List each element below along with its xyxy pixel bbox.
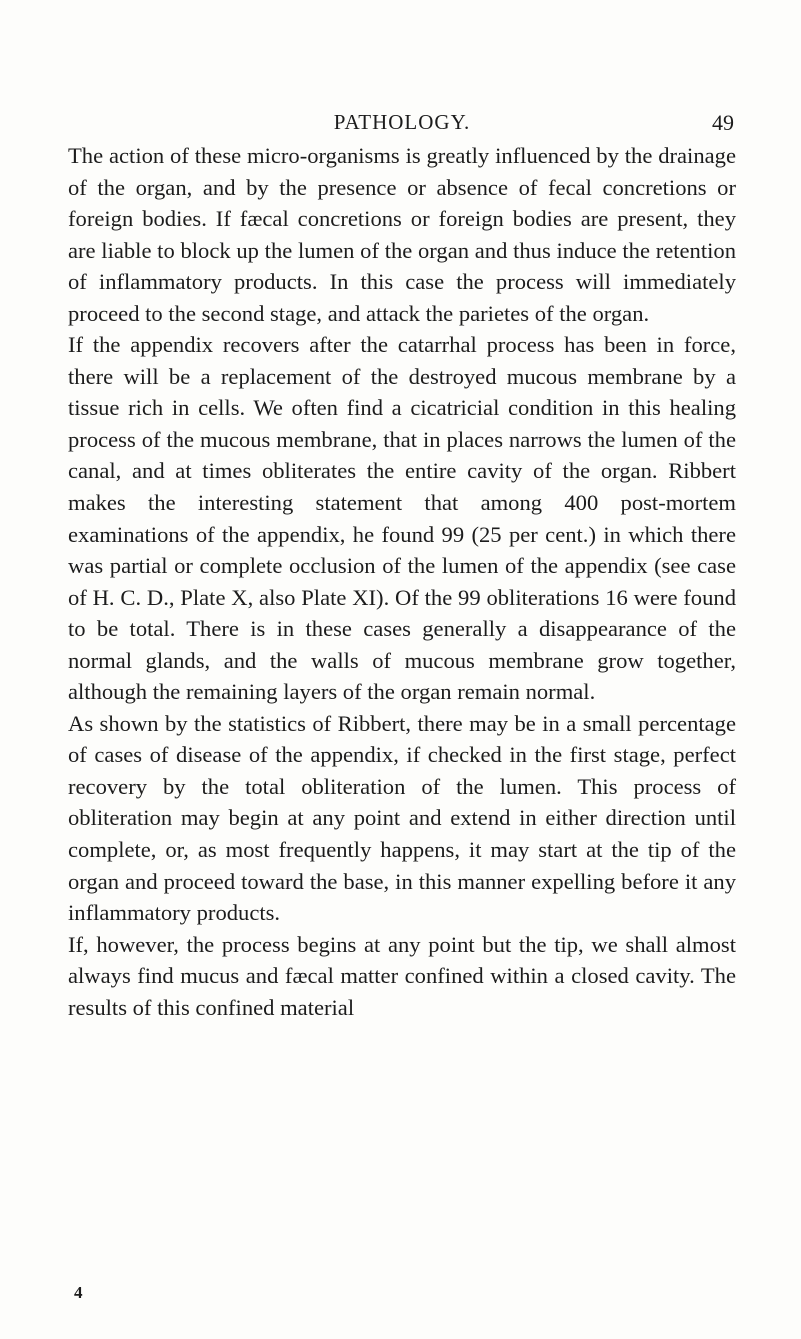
page-number: 49 bbox=[712, 110, 734, 135]
paragraph-2: If the appendix recovers after the catarrhal process has been in force, there will be a replacement of the destroyed mucous membrane by a tissue rich in cells. We often find a cicatricial condition in this healing process of the mucous membrane, that in places narrows the lumen of the canal, and at times obliterates the entire cavity of the organ. Ribbert makes the interesting statement that among 400 post-mortem examinations of the appendix, he found 99 (25 per cent.) in which there was partial or complete occlusion of the lumen of the appendix (see case of H. C. D., Plate X, also Plate XI). Of the 99 obliterations 16 were found to be total. There is in these cases generally a disappearance of the normal glands, and the walls of mucous membrane grow together, although the remaining layers of the organ remain normal. bbox=[68, 332, 736, 705]
signature-mark: 4 bbox=[74, 1283, 83, 1302]
running-title: PATHOLOGY. bbox=[333, 110, 471, 134]
paragraph-3: As shown by the statistics of Ribbert, there may be in a small percentage of cases of disease of the appendix, if checked in the first stage, perfect recovery by the total obliteration of the lumen. This process of obliteration may begin at any point and extend in either direction until complete, or, as most frequently happens, it may start at the tip of the organ and proceed toward the base, in this manner expelling before it any inflammatory products. bbox=[68, 710, 736, 926]
body-text bbox=[68, 140, 736, 1023]
running-head bbox=[68, 110, 736, 140]
paragraph-1: The action of these micro-organisms is greatly influenced by the drainage of the organ, and by the presence or absence of fecal concretions or foreign bodies. If fæcal concretions or foreign bodies are present, they are liable to block up the lumen of the organ and thus induce the retention of inflammatory products. In this case the process will immediately proceed to the second stage, and attack the parietes of the organ. bbox=[68, 143, 736, 326]
paragraph-4: If, however, the process begins at any point but the tip, we shall almost always find mucus and fæcal matter confined within a closed cavity. The results of this confined material bbox=[68, 931, 736, 1020]
book-page bbox=[68, 0, 736, 1339]
